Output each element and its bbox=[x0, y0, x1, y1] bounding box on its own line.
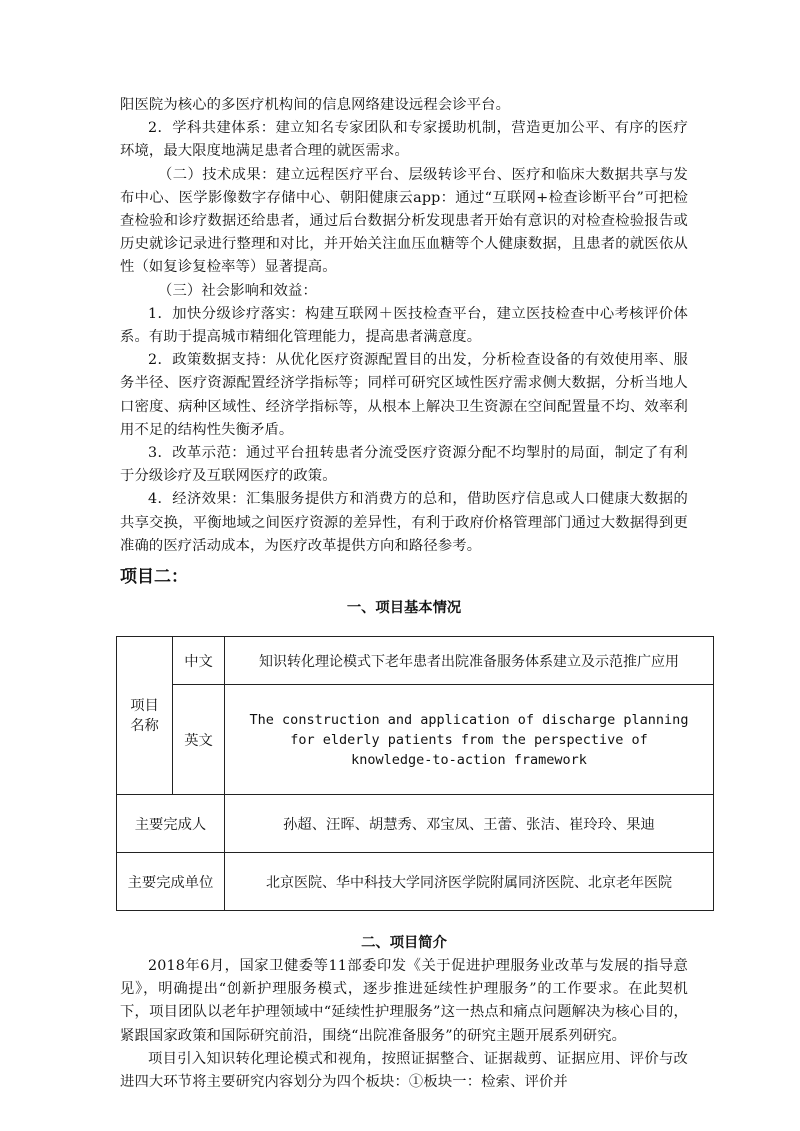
paragraph-intro-method: 项目引入知识转化理论模式和视角，按照证据整合、证据裁剪、证据应用、评价与改进四大环节将主要研究内容划分为四个板块：①板块一：检索、评价并 bbox=[120, 1050, 688, 1091]
main-units-value: 北京医院、华中科技大学同济医学院附属同济医院、北京老年医院 bbox=[225, 853, 714, 911]
chinese-title-value: 知识转化理论模式下老年患者出院准备服务体系建立及示范推广应用 bbox=[225, 637, 714, 685]
project-heading: 项目二： bbox=[120, 567, 188, 588]
paragraph-intro-background: 2018年6月，国家卫健委等11部委印发《关于促进护理服务业改革与发展的指导意见》，明确提出“创新护理服务模式，逐步推进延续性护理服务”的工作要求。在此契机下，项目团队以老年护理领域中“延续性护理服务”这一热点和痛点问题解决为核心目的，紧跟国家政策和国际研究前沿，围绕“出院准备服务”的研究主题开展系列研究。 bbox=[120, 958, 688, 1044]
english-label: 英文 bbox=[173, 685, 225, 795]
project-info-table bbox=[116, 636, 714, 911]
main-contributors-label: 主要完成人 bbox=[117, 795, 225, 853]
chinese-label: 中文 bbox=[173, 637, 225, 685]
project-name-label: 项目名称 bbox=[117, 637, 173, 795]
page-content bbox=[120, 94, 688, 1094]
paragraph-discipline-system: 2．学科共建体系：建立知名专家团队和专家援助机制，营造更加公平、有序的医疗环境，最大限度地满足患者合理的就医需求。 bbox=[120, 120, 688, 160]
paragraph-continuation: 阳医院为核心的多医疗机构间的信息网络建设远程会诊平台。 bbox=[120, 97, 511, 113]
paragraph-reform-demo: 3．改革示范：通过平台扭转患者分流受医疗资源分配不均掣肘的局面，制定了有利于分级诊疗及互联网医疗的政策。 bbox=[120, 445, 688, 485]
paragraph-economic-effect: 4．经济效果：汇集服务提供方和消费方的总和，借助医疗信息或人口健康大数据的共享交换，平衡地域之间医疗资源的差异性，有利于政府价格管理部门通过大数据得到更准确的医疗活动成本，为医疗改革提供方向和路径参考。 bbox=[120, 491, 688, 554]
section-title-basic-info: 一、项目基本情况 bbox=[346, 600, 462, 617]
main-contributors-value: 孙超、汪晖、胡慧秀、邓宝凤、王蕾、张洁、崔玲玲、果迪 bbox=[225, 795, 714, 853]
main-units-label: 主要完成单位 bbox=[117, 853, 225, 911]
paragraph-policy-data: 2．政策数据支持：从优化医疗资源配置目的出发，分析检查设备的有效使用率、服务半径、医疗资源配置经济学指标等；同样可研究区域性医疗需求侧大数据，分析当地人口密度、病种区域性、经济学指标等，从根本上解决卫生资源在空间配置量不均、效率利用不足的结构性失衡矛盾。 bbox=[120, 352, 688, 438]
section-title-introduction: 二、项目简介 bbox=[361, 935, 447, 952]
english-title-value: The construction and application of discharge planning for elderly patients from the perspective of knowledge-to-action framework bbox=[225, 685, 714, 795]
paragraph-social-impact-heading: （三）社会影响和效益： bbox=[158, 282, 317, 299]
paragraph-technical-results: （二）技术成果：建立远程医疗平台、层级转诊平台、医疗和临床大数据共享与发布中心、医学影像数字存储中心、朝阳健康云app：通过“互联网+检查诊断平台”可把检查检验和诊疗数据还给患者，通过后台数据分析发现患者开始有意识的对检查检验报告或历史就诊记录进行整理和对比，并开始关注血压血糖等个人健康数据，且患者的就医依从性（如复诊复检率等）显著提高。 bbox=[120, 166, 688, 276]
paragraph-tiered-diagnosis: 1．加快分级诊疗落实：构建互联网＋医技检查平台，建立医技检查中心考核评价体系。有助于提高城市精细化管理能力，提高患者满意度。 bbox=[120, 305, 688, 346]
